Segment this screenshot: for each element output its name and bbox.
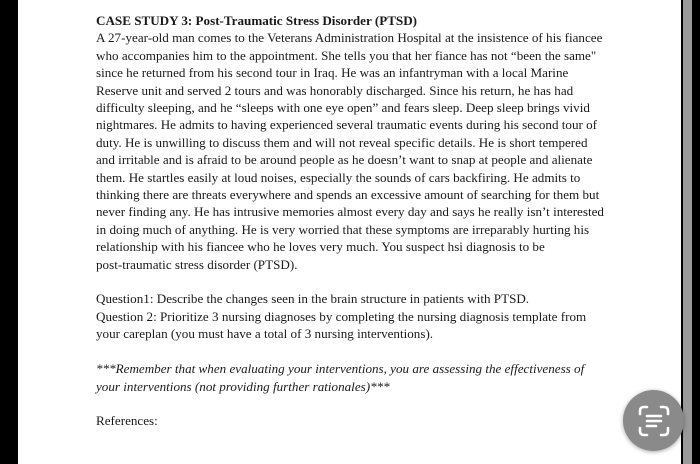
references-label: References:	[96, 413, 158, 429]
case-line: thinking there are threats everywhere and spends an excessive amount of searching for them but	[96, 187, 600, 203]
case-line: them. He startles easily at loud noises, especially the sounds of cars backfiring. He admits to	[96, 169, 581, 185]
case-line: A 27-year-old man comes to the Veterans Administration Hospital at the insistence of his fiancee	[96, 30, 603, 46]
question-2-line: your careplan (you must have a total of 3 nursing interventions).	[96, 326, 434, 342]
reminder-note	[96, 360, 616, 395]
spacer	[96, 395, 616, 412]
reminder-line: your interventions (not providing further rationales)***	[96, 378, 390, 394]
spacer	[96, 273, 616, 290]
reminder-line: ***Remember that when evaluating your interventions, you are assessing the effectiveness of	[96, 361, 585, 377]
case-line: relationship with his fiancee who he loves very much. You suspect hsi diagnosis to be	[96, 239, 545, 255]
text-scan-icon	[637, 404, 671, 438]
text-scan-button[interactable]	[623, 390, 684, 451]
case-line: who accompanies him to the appointment. She tells you that her fiance has not “been the same"	[96, 47, 597, 63]
case-line: nightmares. He admits to having experienced several traumatic events during his second tour of	[96, 117, 598, 133]
scrollbar[interactable]	[683, 0, 692, 464]
case-line: difficulty sleeping, and he “sleeps with one eye open” and fears sleep. Deep sleep brings vivid	[96, 100, 590, 116]
case-description	[96, 29, 616, 273]
case-study-title: CASE STUDY 3: Post-Traumatic Stress Disorder (PTSD)	[96, 13, 418, 28]
case-line: post-traumatic stress disorder (PTSD).	[96, 256, 298, 272]
case-line: duty. He is unwilling to discuss them and will not reveal specific details. He is short tempered	[96, 134, 588, 150]
case-line: never finding any. He has intrusive memories almost every day and says he really isn’t interested	[96, 204, 604, 220]
case-line: in doing much of anything. He is very worried that these symptoms are irreparably hurting his	[96, 221, 590, 237]
spacer	[96, 343, 616, 360]
question-1: Question1: Describe the changes seen in the brain structure in patients with PTSD.	[96, 291, 530, 307]
case-study-document	[96, 12, 616, 430]
questions	[96, 290, 616, 342]
case-line: since he returned from his second tour in Iraq. He was an infantryman with a local Marine	[96, 65, 569, 81]
question-2-line: Question 2: Prioritize 3 nursing diagnoses by completing the nursing diagnosis template from	[96, 308, 587, 324]
case-line: Reserve unit and served 2 tours and was honorably discharged. Since his return, he has had	[96, 82, 574, 98]
case-line: and irritable and is afraid to be around people as he doesn’t want to snap at people and alienate	[96, 152, 593, 168]
